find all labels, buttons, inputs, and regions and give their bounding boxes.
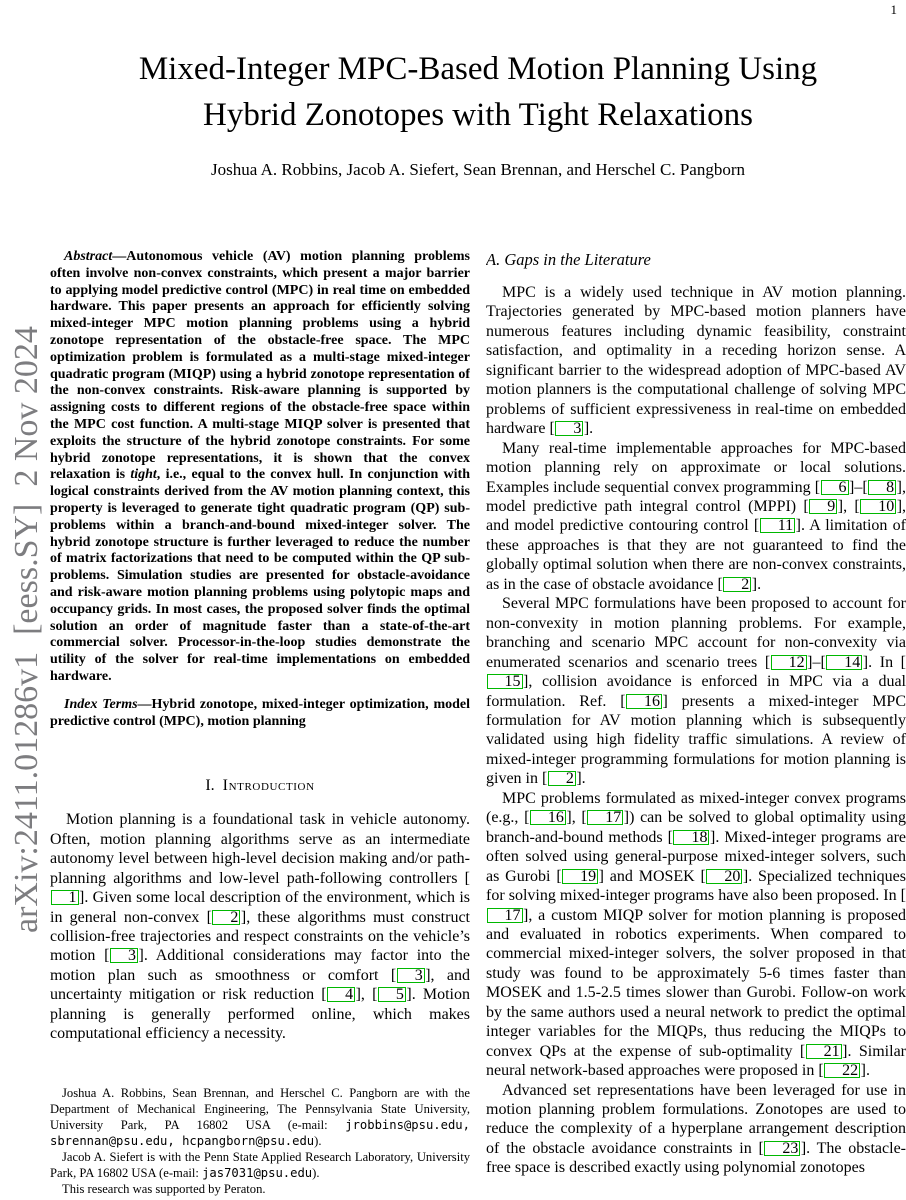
citation-link[interactable]: 2 xyxy=(723,577,751,592)
emphasized-text: tight xyxy=(130,467,157,483)
citation-link[interactable]: 22 xyxy=(824,1063,860,1078)
citation-link[interactable]: 12 xyxy=(771,655,807,670)
index-terms-text: —Hybrid zonotope, mixed-integer optimization, model predictive control (MPC), motion planning xyxy=(50,696,470,729)
citation-link[interactable]: 8 xyxy=(868,480,896,495)
citation-link[interactable]: 5 xyxy=(378,987,406,1002)
subsection-heading-gaps: A. Gaps in the Literature xyxy=(486,250,651,269)
section-title: Introduction xyxy=(222,777,315,795)
body-paragraph: Many real-time implementable approaches for MPC-based motion planning rely on approximate or local solutions. Examples include sequential convex programming [ 6 ]–[ 8 ], model predictive path integral control (MPPI) [ 9 ], [ 10 ], and model predictive contouring control [ 11 ]. A limitation of these approaches is that they are not guaranteed to find the globally optimal solution when there are non-convex constraints, as in the case of obstacle avoidance [ 2 ]. xyxy=(486,439,906,593)
citation-link[interactable]: 23 xyxy=(764,1141,800,1156)
footnote-funding: This research was supported by Peraton. xyxy=(62,1182,266,1196)
citation-link[interactable]: 14 xyxy=(826,655,862,670)
footnote-affiliation-2: Jacob A. Siefert is with the Penn State Applied Research Laboratory, University Park, PA 16802 USA (e-mail: jas7031@psu.edu). xyxy=(50,1150,470,1180)
citation-link[interactable]: 9 xyxy=(809,499,837,514)
author-footnotes xyxy=(50,1085,470,1197)
body-paragraph: MPC problems formulated as mixed-integer convex programs (e.g., [ 16 ], [ 17 ]) can be solved to global optimality using branch-and-bound methods [ 18 ]. Mixed-integer programs are often solved using general-purpose mixed-integer solvers, such as Gurobi [ 19 ] and MOSEK [ 20 ]. Specialized techniques for solving mixed-integer programs have also been proposed. In [17 ], a custom MIQP solver for motion planning is proposed and evaluated in robotics experiments. When compared to commercial mixed-integer solvers, the solver proposed in that study was found to be approximately 5-6 times faster than MOSEK and 1.5-2.5 times slower than Gurobi. Follow-on work by the same authors used a neural network to predict the optimal integer variables for the MIQPs, thus reducing the MIQPs to convex QPs at the expense of sub-optimality [ 21 ]. Similar neural network-based approaches were proposed in [ 22 ]. xyxy=(486,789,906,1080)
abstract-paragraph xyxy=(50,249,470,686)
citation-link[interactable]: 2 xyxy=(212,910,240,925)
citation-link[interactable]: 18 xyxy=(673,830,709,845)
paper-page xyxy=(50,0,906,1200)
citation-link[interactable]: 16 xyxy=(530,810,566,825)
author-list: Joshua A. Robbins, Jacob A. Siefert, Sean Brennan, and Herschel C. Pangborn xyxy=(211,160,745,180)
email-text: jrobbins@psu.edu, sbrennan@psu.edu, hcpangborn@psu.edu xyxy=(50,1118,470,1148)
body-paragraph: MPC is a widely used technique in AV motion planning. Trajectories generated by MPC-based motion planners have numerous features including dynamic feasibility, constraint satisfaction, and optimality in a receding horizon sense. A significant barrier to the widespread adoption of MPC-based AV motion planners is the computational challenge of solving MPC problems of sufficient expressiveness in real-time on embedded hardware [ 3 ]. xyxy=(486,284,906,438)
abstract-text: —Autonomous vehicle (AV) motion planning problems often involve non-convex constraints, which present a major barrier to applying model predictive control (MPC) in real time on embedded hardware. This paper presents an approach for efficiently solving mixed-integer MPC motion planning problems using a hybrid zonotope representation of the obstacle-free space. The MPC optimization problem is formulated as a multi-stage mixed-integer quadratic program (MIQP) using a hybrid zonotope representation of the non-convex constraints. Risk-aware planning is supported by assigning costs to different regions of the obstacle-free space within the MPC cost function. A multi-stage MIQP solver is presented that exploits the structure of the hybrid zonotope constraints. For some hybrid zonotope representations, it is shown that the convex relaxation is tight, i.e., equal to the convex hull. In conjunction with logical constraints derived from the AV motion planning context, this property is leveraged to generate tight quadratic program (QP) sub-problems within a branch-and-bound mixed-integer solver. The hybrid zonotope structure is further leveraged to reduce the number of matrix factorizations that need to be computed within the QP sub-problems. Simulation studies are presented for obstacle-avoidance and risk-aware motion planning problems using polytopic maps and occupancy grids. In most cases, the proposed solver finds the optimal solution an order of magnitude faster than a state-of-the-art commercial solver. Processor-in-the-loop studies demonstrate the utility of the solver for real-time implementations on embedded hardware. xyxy=(50,249,470,684)
citation-link[interactable]: 15 xyxy=(487,674,523,689)
email-text: jas7031@psu.edu xyxy=(202,1166,313,1180)
body-paragraph: Advanced set representations have been leveraged for use in motion planning problem formulations. Zonotopes are used to reduce the complexity of a hyperplane arrangement description of the obstacle avoidance constraints in [ 23 ]. The obstacle-free space is described exactly using polynomial zonotopes xyxy=(486,1081,906,1177)
right-column xyxy=(486,245,906,1197)
citation-link[interactable]: 17 xyxy=(487,908,523,923)
abstract-label: Abstract xyxy=(64,249,113,264)
citation-link[interactable]: 17 xyxy=(587,810,623,825)
paper-title-line1: Mixed-Integer MPC-Based Motion Planning Using xyxy=(138,51,818,87)
citation-link[interactable]: 3 xyxy=(110,948,138,963)
intro-paragraph: Motion planning is a foundational task in vehicle autonomy. Often, motion planning algorithms serve as an intermediate autonomy level between high-level decision making and/or path-planning algorithms and low-level path-following controllers [1 ]. Given some local description of the environment, which is in general non-convex [ 2 ], these algorithms must construct collision-free trajectories and respect constraints on the vehicle’s motion [ 3 ]. Additional considerations may factor into the motion plan such as smoothness or comfort [ 3 ], and uncertainty mitigation or risk reduction [ 4 ], [ 5 ]. Motion planning is generally performed online, which makes computational efficiency a necessity. xyxy=(50,811,470,1043)
citation-link[interactable]: 11 xyxy=(760,518,795,533)
arxiv-watermark: arXiv:2411.01286v1 [eess.SY] 2 Nov 2024 xyxy=(8,326,45,933)
two-column-body xyxy=(50,245,906,1197)
page-number: 1 xyxy=(890,2,897,17)
citation-link[interactable]: 4 xyxy=(327,987,355,1002)
paper-title xyxy=(50,46,906,138)
footnote-affiliation-1: Joshua A. Robbins, Sean Brennan, and Herschel C. Pangborn are with the Department of Mechanical Engineering, The Pennsylvania State University, University Park, PA 16802 USA (e-mail: jrobbins@psu.edu, sbrennan@psu.edu, hcpangborn@psu.edu). xyxy=(50,1086,470,1148)
citation-link[interactable]: 3 xyxy=(555,421,583,436)
citation-link[interactable]: 1 xyxy=(51,890,79,905)
citation-link[interactable]: 3 xyxy=(397,968,425,983)
citation-link[interactable]: 2 xyxy=(548,771,576,786)
index-terms-label: Index Terms xyxy=(64,696,138,712)
citation-link[interactable]: 21 xyxy=(806,1044,842,1059)
paper-title-line2: Hybrid Zonotopes with Tight Relaxations xyxy=(202,97,753,133)
index-terms-paragraph xyxy=(50,697,470,731)
citation-link[interactable]: 19 xyxy=(562,869,598,884)
section-number: I. xyxy=(205,777,215,795)
body-paragraph: Several MPC formulations have been proposed to account for non-convexity in motion planning problems. For example, branching and scenario MPC account for non-convexity via enumerated scenarios and scenario trees [ 12 ]–[ 14 ]. In [15 ], collision avoidance is enforced in MPC via a dual formulation. Ref. [ 16 ] presents a mixed-integer MPC formulation for AV motion planning which is subsequently validated using high fidelity traffic simulations. A review of mixed-integer programming formulations for motion planning is given in [ 2 ]. xyxy=(486,595,906,788)
citation-link[interactable]: 10 xyxy=(860,499,896,514)
citation-link[interactable]: 16 xyxy=(626,694,662,709)
section-heading-introduction xyxy=(50,777,470,795)
left-column xyxy=(50,245,470,1197)
citation-link[interactable]: 6 xyxy=(821,480,849,495)
citation-link[interactable]: 20 xyxy=(706,869,742,884)
